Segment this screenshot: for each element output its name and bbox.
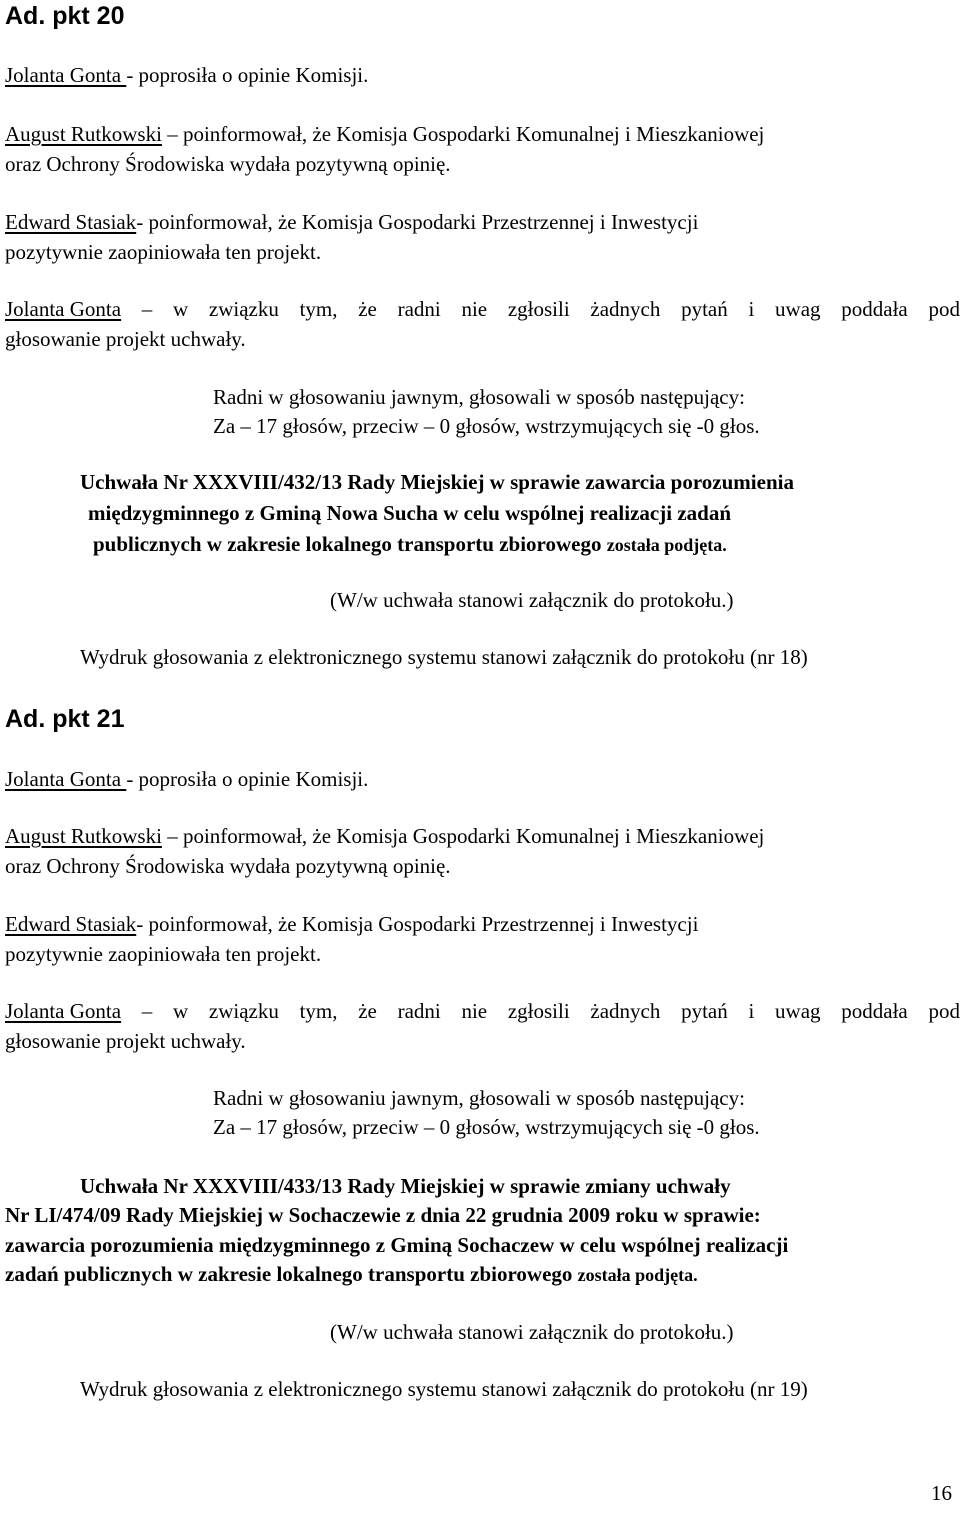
paragraph-vote-call xyxy=(5,294,960,324)
resolution-title: Uchwała Nr XXXVIII/432/13 Rady Miejskiej w sprawie zawarcia porozumienia xyxy=(80,470,794,494)
paragraph-committee-opinion xyxy=(5,821,764,851)
word: i xyxy=(748,297,755,321)
resolution-status: została podjęta. xyxy=(577,1265,698,1285)
resolution-title: międzygminnego z Gminą Nowa Sucha w celu wspólnej realizacji zadań xyxy=(88,501,732,525)
speaker-name: Jolanta Gonta xyxy=(5,999,122,1023)
paragraph-text: - poinformował, że Komisja Gospodarki Przestrzennej i Inwestycji xyxy=(136,210,699,234)
word: uwag xyxy=(775,999,821,1023)
resolution-title: zawarcia porozumienia międzygminnego z Gminą Sochaczew w celu wspólnej realizacji xyxy=(5,1233,789,1257)
section-heading: Ad. pkt 20 xyxy=(5,2,125,30)
speaker-name: August Rutkowski xyxy=(5,122,162,146)
word: uwag xyxy=(775,297,821,321)
paragraph-request-opinion xyxy=(5,764,368,794)
vote-description: Radni w głosowaniu jawnym, głosowali w sposób następujący: xyxy=(213,1086,745,1110)
paragraph-text: głosowanie projekt uchwały. xyxy=(5,327,246,351)
word: i xyxy=(748,999,755,1023)
vote-result: Za – 17 głosów, przeciw – 0 głosów, wstrzymujących się -0 głos. xyxy=(213,1115,760,1139)
word: – xyxy=(141,297,153,321)
paragraph-text: – poinformował, że Komisja Gospodarki Komunalnej i Mieszkaniowej xyxy=(161,824,765,848)
paragraph-text: pozytywnie zaopiniowała ten projekt. xyxy=(5,942,322,966)
speaker-name: Edward Stasiak xyxy=(5,210,137,234)
word: pytań xyxy=(681,297,728,321)
speaker-name: Jolanta Gonta xyxy=(5,297,122,321)
paragraph-request-opinion xyxy=(5,60,368,90)
paragraph-text: oraz Ochrony Środowiska wydała pozytywną opinię. xyxy=(5,152,451,176)
word: nie xyxy=(461,297,488,321)
attachment-note: (W/w uchwała stanowi załącznik do protokołu.) xyxy=(330,588,734,612)
speaker-name: Edward Stasiak xyxy=(5,912,137,936)
word: pod xyxy=(928,297,960,321)
resolution-title: Uchwała Nr XXXVIII/433/13 Rady Miejskiej w sprawie zmiany uchwały xyxy=(80,1174,731,1198)
word: tym, xyxy=(299,999,338,1023)
paragraph-text: pozytywnie zaopiniowała ten projekt. xyxy=(5,240,322,264)
word: poddała xyxy=(841,999,908,1023)
resolution-text: zadań publicznych w zakresie lokalnego transportu zbiorowego xyxy=(5,1262,573,1286)
page-number: 16 xyxy=(931,1481,952,1505)
word: zgłosili xyxy=(507,297,570,321)
resolution-title: Nr LI/474/09 Rady Miejskiej w Sochaczewie z dnia 22 grudnia 2009 roku w sprawie: xyxy=(5,1203,761,1227)
word: nie xyxy=(461,999,488,1023)
paragraph-text: - poprosiła o opinie Komisji. xyxy=(126,767,369,791)
word: zgłosili xyxy=(507,999,570,1023)
word: pod xyxy=(928,999,960,1023)
paragraph-committee-opinion xyxy=(5,909,698,939)
paragraph-text: – poinformował, że Komisja Gospodarki Komunalnej i Mieszkaniowej xyxy=(161,122,765,146)
paragraph-text: - poprosiła o opinie Komisji. xyxy=(126,63,369,87)
word: w xyxy=(173,297,189,321)
word: żadnych xyxy=(590,297,661,321)
resolution-title xyxy=(93,529,727,560)
paragraph-text: - poinformował, że Komisja Gospodarki Przestrzennej i Inwestycji xyxy=(136,912,699,936)
word: w xyxy=(173,999,189,1023)
speaker-name: Jolanta Gonta xyxy=(5,767,127,791)
attachment-note: (W/w uchwała stanowi załącznik do protokołu.) xyxy=(330,1320,734,1344)
paragraph-committee-opinion xyxy=(5,207,698,237)
speaker-name: August Rutkowski xyxy=(5,824,162,848)
word: związku xyxy=(208,297,279,321)
word: poddała xyxy=(841,297,908,321)
vote-printout-note: Wydruk głosowania z elektronicznego systemu stanowi załącznik do protokołu (nr 19) xyxy=(80,1377,808,1401)
resolution-text: publicznych w zakresie lokalnego transportu zbiorowego xyxy=(93,532,602,556)
vote-description: Radni w głosowaniu jawnym, głosowali w sposób następujący: xyxy=(213,385,745,409)
word: że xyxy=(358,999,377,1023)
paragraph-committee-opinion xyxy=(5,119,764,149)
resolution-status: została podjęta. xyxy=(606,535,727,555)
paragraph-text: głosowanie projekt uchwały. xyxy=(5,1029,246,1053)
word: tym, xyxy=(299,297,338,321)
word: – xyxy=(141,999,153,1023)
paragraph-vote-call xyxy=(5,996,960,1026)
vote-result: Za – 17 głosów, przeciw – 0 głosów, wstrzymujących się -0 głos. xyxy=(213,414,760,438)
word: pytań xyxy=(681,999,728,1023)
word: związku xyxy=(208,999,279,1023)
vote-printout-note: Wydruk głosowania z elektronicznego systemu stanowi załącznik do protokołu (nr 18) xyxy=(80,645,808,669)
word: że xyxy=(358,297,377,321)
speaker-name: Jolanta Gonta xyxy=(5,63,127,87)
section-heading: Ad. pkt 21 xyxy=(5,705,125,733)
word: żadnych xyxy=(590,999,661,1023)
word: radni xyxy=(397,999,441,1023)
resolution-title xyxy=(5,1259,698,1290)
paragraph-text: oraz Ochrony Środowiska wydała pozytywną opinię. xyxy=(5,854,451,878)
word: radni xyxy=(397,297,441,321)
